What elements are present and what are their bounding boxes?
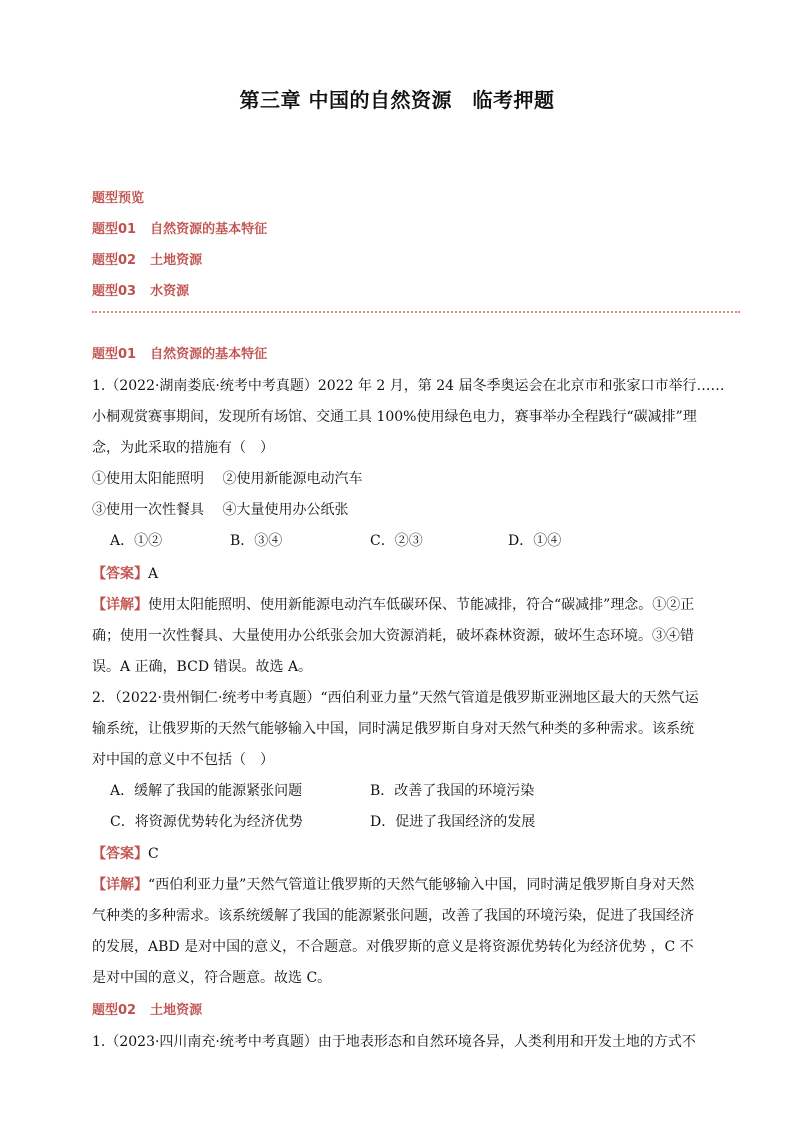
section-label: 自然资源的基本特征 bbox=[150, 347, 268, 362]
detail-tag: 【详解】 bbox=[92, 877, 148, 893]
detail-text: “西伯利亚力量”天然气管道让俄罗斯的天然气能够输入中国，同时满足俄罗斯自身对天然 bbox=[148, 877, 695, 893]
question-2-line: 对中国的意义中不包括（ ） bbox=[92, 752, 274, 768]
answer-value: C bbox=[148, 846, 159, 862]
answer-value: A bbox=[148, 566, 159, 582]
option-b: B．改善了我国的环境污染 bbox=[370, 783, 535, 799]
question-1-line: 1.（2022·湖南娄底·统考中考真题）2022 年 2 月，第 24 届冬季奥运会在北京市和张家口市举行…… bbox=[92, 378, 725, 394]
preview-item-label: 土地资源 bbox=[150, 253, 203, 268]
answer-line bbox=[92, 843, 712, 863]
preview-item bbox=[92, 218, 267, 237]
section-label: 土地资源 bbox=[150, 1003, 203, 1018]
detail-line: 气种类的多种需求。该系统缓解了我国的能源紧张问题，改善了我国的环境污染，促进了我国经济 bbox=[92, 908, 694, 924]
detail-line: 是对中国的意义，符合题意。故选 C。 bbox=[92, 970, 332, 986]
question-1-item: ①使用太阳能照明 ②使用新能源电动汽车 bbox=[92, 471, 363, 487]
detail-line: 确；使用一次性餐具、大量使用办公纸张会加大资源消耗，破坏森林资源，破坏生态环境。③④错 bbox=[92, 628, 694, 644]
answer-tag: 【答案】 bbox=[92, 846, 148, 862]
option-c: C．将资源优势转化为经济优势 bbox=[110, 814, 303, 830]
section-divider bbox=[92, 311, 740, 313]
option-b: B．③④ bbox=[230, 533, 283, 549]
detail-line: 误。A 正确，BCD 错误。故选 A。 bbox=[92, 659, 313, 675]
preview-item-label: 自然资源的基本特征 bbox=[150, 222, 268, 237]
detail-text: 使用太阳能照明、使用新能源电动汽车低碳环保、节能减排，符合“碳减排”理念。①②正 bbox=[148, 597, 695, 613]
question-2-line: 2．（2022·贵州铜仁·统考中考真题）“西伯利亚力量”天然气管道是俄罗斯亚洲地区最大的天然气运 bbox=[92, 690, 699, 706]
preview-item-num: 题型01 bbox=[92, 222, 137, 237]
detail-line bbox=[92, 874, 712, 894]
option-d: D．①④ bbox=[508, 533, 562, 549]
page-title: 第三章 中国的自然资源 临考押题 bbox=[239, 88, 555, 112]
section-num: 题型02 bbox=[92, 1003, 137, 1018]
option-c: C．②③ bbox=[370, 533, 423, 549]
option-d: D．促进了我国经济的发展 bbox=[370, 814, 536, 830]
answer-line bbox=[92, 563, 712, 583]
question-1-line: 念，为此采取的措施有（ ） bbox=[92, 440, 274, 456]
option-a: A．①② bbox=[110, 533, 163, 549]
question-1-item: ③使用一次性餐具 ④大量使用办公纸张 bbox=[92, 502, 349, 518]
question-3-line: 1.（2023·四川南充·统考中考真题）由于地表形态和自然环境各异，人类利用和开发土地的方式不 bbox=[92, 1034, 696, 1050]
section-heading bbox=[92, 343, 267, 362]
preview-heading: 题型预览 bbox=[92, 191, 145, 206]
section-num: 题型01 bbox=[92, 347, 137, 362]
preview-item bbox=[92, 280, 189, 299]
detail-line bbox=[92, 594, 712, 614]
detail-tag: 【详解】 bbox=[92, 597, 148, 613]
preview-item bbox=[92, 249, 202, 268]
preview-item-num: 题型02 bbox=[92, 253, 137, 268]
answer-tag: 【答案】 bbox=[92, 566, 148, 582]
question-1-line: 小桐观赏赛事期间，发现所有场馆、交通工具 100%使用绿色电力，赛事举办全程践行“碳减排”理 bbox=[92, 409, 697, 425]
preview-item-num: 题型03 bbox=[92, 284, 137, 299]
section-heading bbox=[92, 999, 202, 1018]
question-2-line: 输系统，让俄罗斯的天然气能够输入中国，同时满足俄罗斯自身对天然气种类的多种需求。该系统 bbox=[92, 721, 694, 737]
detail-line: 的发展，ABD 是对中国的意义，不合题意。对俄罗斯的意义是将资源优势转化为经济优势 ，C 不 bbox=[92, 939, 694, 955]
preview-item-label: 水资源 bbox=[150, 284, 190, 299]
option-a: A．缓解了我国的能源紧张问题 bbox=[110, 783, 303, 799]
